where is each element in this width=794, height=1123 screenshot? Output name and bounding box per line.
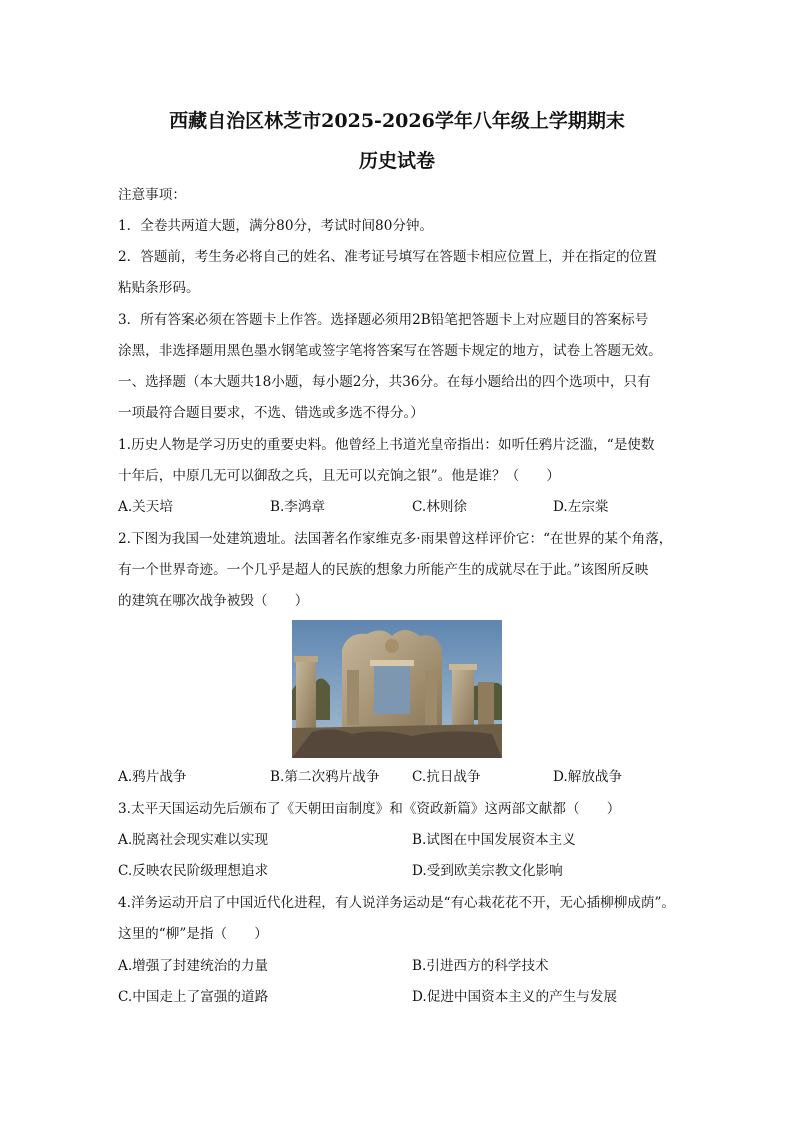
question-1-stem-line-1: 1.历史人物是学习历史的重要史料。他曾经上书道光皇帝指出：如听任鸦片泛滥，“是使数 [118,437,655,453]
question-1-option-b: B.李鸿章 [270,499,326,515]
question-1-option-a: A.关天培 [118,499,173,515]
question-4-option-d: D.促进中国资本主义的产生与发展 [412,989,618,1005]
question-2-stem-line-3: 的建筑在哪次战争被毁（ ） [118,593,309,609]
question-2-option-c: C.抗日战争 [412,769,481,785]
notice-item-3-line-1: 3．所有答案必须在答题卡上作答。选择题必须用2B铅笔把答题卡上对应题目的答案标号 [118,312,649,328]
question-2-option-a: A.鸦片战争 [118,769,187,785]
notice-item-2-line-1: 2．答题前，考生务必将自己的姓名、准考证号填写在答题卡相应位置上，并在指定的位置 [118,249,657,265]
question-4-option-b: B.引进西方的科学技术 [412,958,549,974]
ruins-photo [292,620,502,758]
section-1-heading-line-2: 一项最符合题目要求，不选、错选或多选不得分。） [118,405,424,421]
notice-heading: 注意事项： [118,187,186,203]
question-2-stem-line-1: 2.下图为我国一处建筑遗址。法国著名作家维克多·雨果曾这样评价它：“在世界的某个角落， [118,531,673,547]
notice-item-1: 1．全卷共两道大题，满分80分，考试时间80分钟。 [118,218,434,234]
question-4-option-c: C.中国走上了富强的道路 [118,989,269,1005]
question-2-option-d: D.解放战争 [553,769,623,785]
exam-title: 西藏自治区林芝市2025-2026学年八年级上学期期末 [169,110,625,132]
question-3-option-c: C.反映农民阶级理想追求 [118,863,269,879]
exam-subject-title: 历史试卷 [358,150,435,172]
question-3-option-a: A.脱离社会现实难以实现 [118,832,269,848]
notice-item-3-line-2: 涂黑，非选择题用黑色墨水钢笔或签字笔将答案写在答题卡规定的地方，试卷上答题无效。 [118,343,662,359]
question-4-stem-line-2: 这里的“柳”是指（ ） [118,926,268,942]
notice-item-2-line-2: 粘贴条形码。 [118,280,200,296]
question-3-option-b: B.试图在中国发展资本主义 [412,832,576,848]
question-4-option-a: A.增强了封建统治的力量 [118,958,269,974]
question-1-stem-line-2: 十年后，中原几无可以御敌之兵，且无可以充饷之银”。他是谁？（ ） [118,468,560,484]
question-4-stem-line-1: 4.洋务运动开启了中国近代化进程，有人说洋务运动是“有心栽花花不开，无心插柳柳成荫”。 [118,895,676,911]
question-3-stem: 3.太平天国运动先后颁布了《天朝田亩制度》和《资政新篇》这两部文献都（ ） [118,801,621,817]
question-3-option-d: D.受到欧美宗教文化影响 [412,863,563,879]
question-1-option-c: C.林则徐 [412,499,468,515]
section-1-heading-line-1: 一、选择题（本大题共18小题，每小题2分，共36分。在每小题给出的四个选项中，只有 [118,374,651,390]
question-1-option-d: D.左宗棠 [553,499,609,515]
question-2-option-b: B.第二次鸦片战争 [270,769,380,785]
question-2-stem-line-2: 有一个世界奇迹。一个几乎是超人的民族的想象力所能产生的成就尽在于此。”该图所反映 [118,562,649,578]
